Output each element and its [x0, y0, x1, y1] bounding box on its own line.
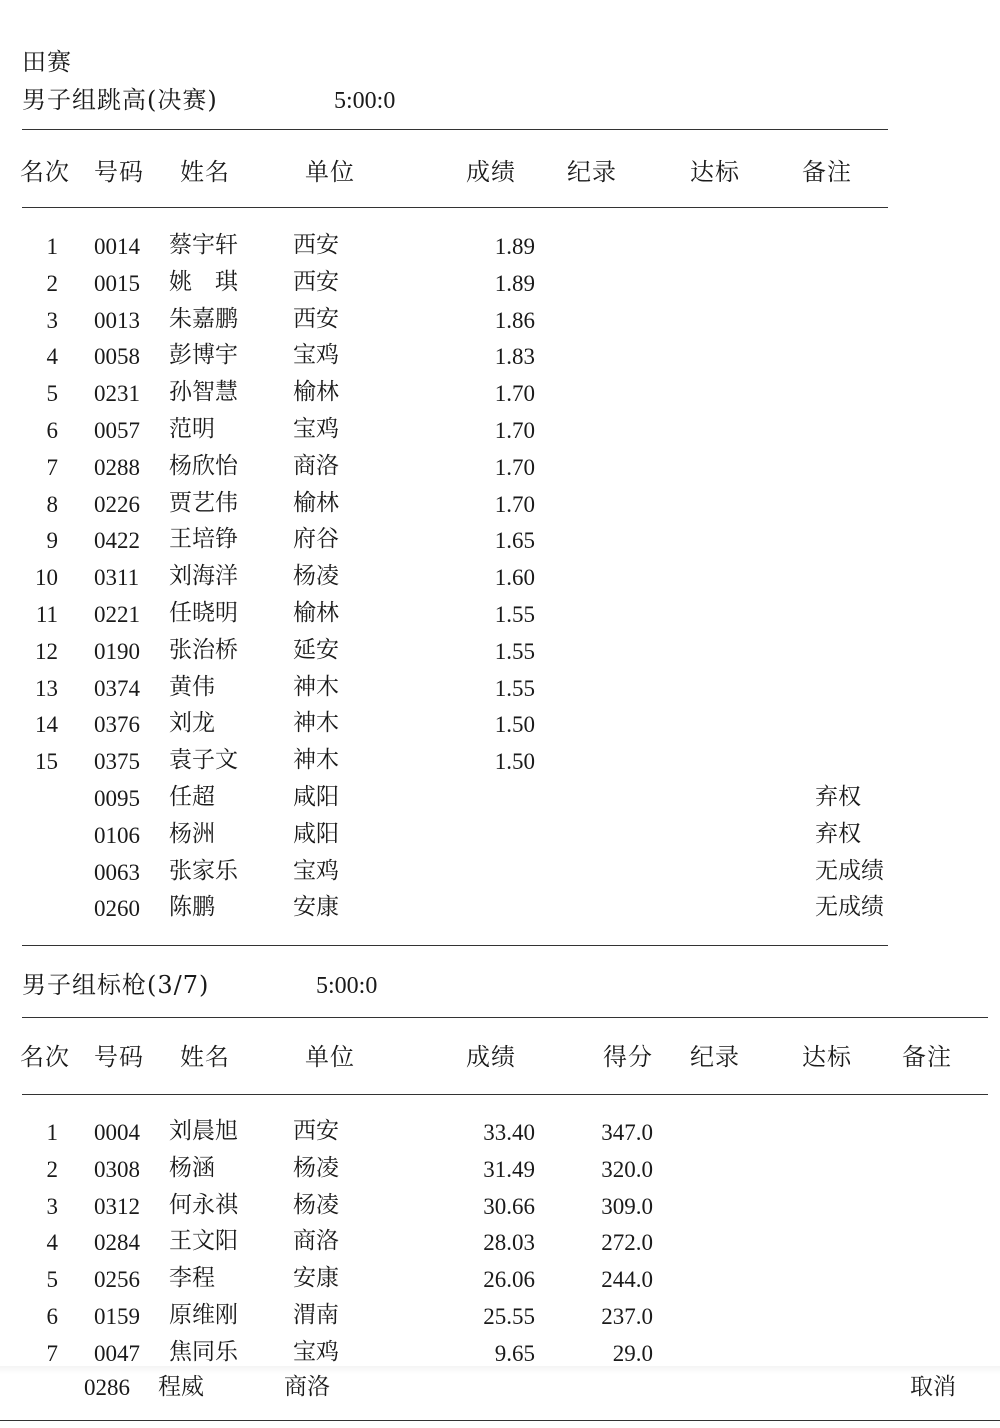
cell-unit: 榆林: [293, 489, 339, 516]
cell-rank: 3: [46, 1193, 58, 1219]
cell-remark: 无成绩: [815, 857, 884, 884]
cell-bib: 0422: [94, 528, 140, 554]
cell-name: 杨欣怡: [169, 452, 238, 479]
cell-bib: 0047: [94, 1340, 140, 1366]
cell-bib: 0231: [94, 381, 140, 407]
cell-name: 陈鹏: [169, 894, 215, 921]
cell-unit: 宝鸡: [293, 416, 339, 442]
cell-result: 1.50: [494, 749, 535, 775]
cell-bib: 0221: [94, 602, 140, 627]
cell-result: 1.50: [494, 712, 535, 738]
cell-bib: 0014: [94, 234, 140, 259]
header-bib: 号码: [94, 1043, 144, 1071]
cell-result: 28.03: [483, 1230, 535, 1256]
cell-unit: 府谷: [293, 526, 339, 553]
cell-unit: 榆林: [293, 379, 339, 406]
cell-rank: 6: [46, 1304, 58, 1329]
cell-name: 范明: [169, 416, 215, 442]
cell-rank: 14: [35, 712, 58, 738]
event-time: 5:00:0: [334, 88, 396, 114]
cell-unit: 宝鸡: [293, 857, 339, 884]
header-unit: 单位: [305, 1043, 355, 1071]
cell-bib: 0374: [94, 675, 140, 701]
cell-name: 黄伟: [169, 673, 215, 700]
cell-name: 刘晨旭: [169, 1118, 238, 1144]
cell-bib: 0260: [94, 896, 140, 922]
divider: [22, 207, 888, 208]
cell-result: 1.86: [494, 307, 535, 333]
cell-bib: 0015: [94, 270, 140, 296]
cell-bib: 0284: [94, 1230, 140, 1256]
cell-bib: 0312: [94, 1193, 140, 1219]
cell-bib: 0226: [94, 491, 140, 517]
cell-name: 袁子文: [169, 747, 238, 774]
cell-result: 1.89: [494, 270, 535, 296]
cell-result: 9.65: [494, 1340, 535, 1366]
cell-bib: 0256: [94, 1267, 140, 1293]
cell-name: 任超: [169, 784, 215, 810]
cell-points: 347.0: [601, 1120, 653, 1145]
cell-unit: 西安: [293, 232, 339, 258]
cell-points: 244.0: [601, 1267, 653, 1293]
cell-points: 272.0: [601, 1230, 653, 1256]
cell-bib: 0013: [94, 307, 140, 333]
cell-bib: 0063: [94, 859, 140, 885]
cell-bib: 0311: [94, 565, 140, 591]
cell-name: 彭博宇: [169, 342, 238, 369]
cell-result: 1.60: [494, 565, 535, 591]
cell-rank: 7: [46, 1340, 58, 1366]
divider: [22, 1017, 988, 1018]
cell-name: 姚 琪: [169, 268, 238, 295]
cell-unit: 神木: [293, 673, 339, 700]
cell-rank: 4: [46, 344, 58, 370]
cell-points: 29.0: [612, 1340, 653, 1366]
cell-name: 孙智慧: [169, 379, 238, 406]
cell-points: 320.0: [601, 1156, 653, 1182]
divider: [22, 945, 888, 946]
cell-rank: 2: [46, 1156, 58, 1182]
cell-name: 蔡宇轩: [169, 232, 238, 258]
cell-unit: 咸阳: [293, 820, 339, 847]
cell-points: 309.0: [601, 1193, 653, 1219]
cell-result: 1.89: [494, 234, 535, 259]
header-points: 得分: [603, 1043, 653, 1071]
cell-name: 张治桥: [169, 636, 238, 663]
cell-bib: 0190: [94, 638, 140, 664]
cell-name: 李程: [169, 1265, 215, 1292]
divider: [22, 129, 888, 130]
cell-bib: 0376: [94, 712, 140, 738]
header-rank: 名次: [20, 1043, 70, 1071]
cell-name: 杨洲: [169, 820, 215, 847]
cell-name: 焦同乐: [169, 1338, 238, 1365]
cell-unit: 神木: [293, 747, 339, 774]
cell-rank: 1: [46, 234, 58, 259]
header-unit: 单位: [305, 158, 355, 186]
cell-rank: 11: [35, 602, 58, 627]
cell-result: 1.70: [494, 491, 535, 517]
cell-rank: 1: [46, 1120, 58, 1145]
event-title: 男子组标枪(3/7): [22, 971, 210, 999]
header-result: 成绩: [466, 1043, 516, 1071]
cell-unit: 神木: [293, 710, 339, 737]
cell-remark: 弃权: [815, 784, 861, 810]
header-remark: 备注: [902, 1043, 952, 1071]
cell-name: 何永祺: [169, 1191, 238, 1218]
cell-result: 1.65: [494, 528, 535, 554]
cell-result: 1.55: [494, 602, 535, 627]
cell-result: 30.66: [483, 1193, 535, 1219]
cell-rank: 15: [35, 749, 58, 775]
divider: [0, 1420, 1000, 1421]
cell-name: 朱嘉鹏: [169, 305, 238, 332]
cell-rank: 5: [46, 1267, 58, 1293]
cell-rank: 7: [46, 454, 58, 480]
cell-result: 33.40: [483, 1120, 535, 1145]
cell-unit: 西安: [293, 305, 339, 332]
cell-bib: 0095: [94, 786, 140, 811]
header-bib: 号码: [94, 158, 144, 186]
header-standard: 达标: [802, 1043, 852, 1071]
cell-bib: 0058: [94, 344, 140, 370]
header-name: 姓名: [180, 1043, 230, 1071]
cell-result: 1.55: [494, 675, 535, 701]
event-title: 男子组跳高(决赛): [22, 86, 218, 114]
cell-rank: 2: [46, 270, 58, 296]
cell-unit: 杨凌: [293, 1154, 339, 1181]
cell-result: 26.06: [483, 1267, 535, 1293]
cell-name: 任晓明: [169, 600, 238, 626]
cell-name: 杨涵: [169, 1154, 215, 1181]
event-time: 5:00:0: [316, 973, 378, 999]
cell-points: 237.0: [601, 1304, 653, 1329]
cell-name: 刘龙: [169, 710, 215, 737]
cell-unit: 西安: [293, 1118, 339, 1144]
cell-result: 1.70: [494, 418, 535, 443]
cell-rank: 9: [46, 528, 58, 554]
cell-result: 1.83: [494, 344, 535, 370]
cell-name: 刘海洋: [169, 563, 238, 590]
cell-unit: 榆林: [293, 600, 339, 626]
cell-bib: 0375: [94, 749, 140, 775]
cell-name: 王文阳: [169, 1228, 238, 1255]
cell-unit: 咸阳: [293, 784, 339, 810]
cell-unit: 安康: [293, 1265, 339, 1292]
cell-unit: 宝鸡: [293, 342, 339, 369]
cell-unit: 西安: [293, 268, 339, 295]
cell-name: 程威: [158, 1374, 204, 1400]
cell-rank: 5: [46, 381, 58, 407]
cell-remark: 弃权: [815, 820, 861, 847]
cell-bib: 0286: [84, 1375, 130, 1400]
cell-bib: 0159: [94, 1304, 140, 1329]
cell-result: 25.55: [483, 1304, 535, 1329]
cell-unit: 商洛: [284, 1374, 330, 1400]
cell-bib: 0308: [94, 1156, 140, 1182]
cell-unit: 安康: [293, 894, 339, 921]
cell-rank: 3: [46, 307, 58, 333]
header-result: 成绩: [466, 158, 516, 186]
cell-name: 王培铮: [169, 526, 238, 553]
cell-rank: 12: [35, 638, 58, 664]
cell-rank: 10: [35, 565, 58, 591]
header-name: 姓名: [180, 158, 230, 186]
cell-remark: 取消: [910, 1374, 956, 1400]
cell-name: 贾艺伟: [169, 489, 238, 516]
header-record: 纪录: [567, 158, 617, 186]
cell-unit: 商洛: [293, 452, 339, 479]
cell-unit: 宝鸡: [293, 1338, 339, 1365]
cell-rank: 13: [35, 675, 58, 701]
cell-unit: 渭南: [293, 1302, 339, 1328]
cell-unit: 商洛: [293, 1228, 339, 1255]
divider: [22, 1094, 988, 1095]
page-fold: [0, 1366, 1000, 1374]
category-heading: 田赛: [22, 48, 72, 76]
header-remark: 备注: [802, 158, 852, 186]
cell-unit: 延安: [293, 636, 339, 663]
cell-bib: 0288: [94, 454, 140, 480]
cell-unit: 杨凌: [293, 1191, 339, 1218]
cell-bib: 0106: [94, 822, 140, 848]
header-record: 纪录: [690, 1043, 740, 1071]
header-rank: 名次: [20, 158, 70, 186]
cell-result: 1.55: [494, 638, 535, 664]
cell-rank: 4: [46, 1230, 58, 1256]
cell-name: 张家乐: [169, 857, 238, 884]
cell-remark: 无成绩: [815, 894, 884, 921]
cell-name: 原维刚: [169, 1302, 238, 1328]
cell-unit: 杨凌: [293, 563, 339, 590]
cell-result: 1.70: [494, 454, 535, 480]
cell-bib: 0004: [94, 1120, 140, 1145]
cell-bib: 0057: [94, 418, 140, 443]
cell-result: 31.49: [483, 1156, 535, 1182]
cell-rank: 6: [46, 418, 58, 443]
cell-result: 1.70: [494, 381, 535, 407]
cell-rank: 8: [46, 491, 58, 517]
header-standard: 达标: [690, 158, 740, 186]
